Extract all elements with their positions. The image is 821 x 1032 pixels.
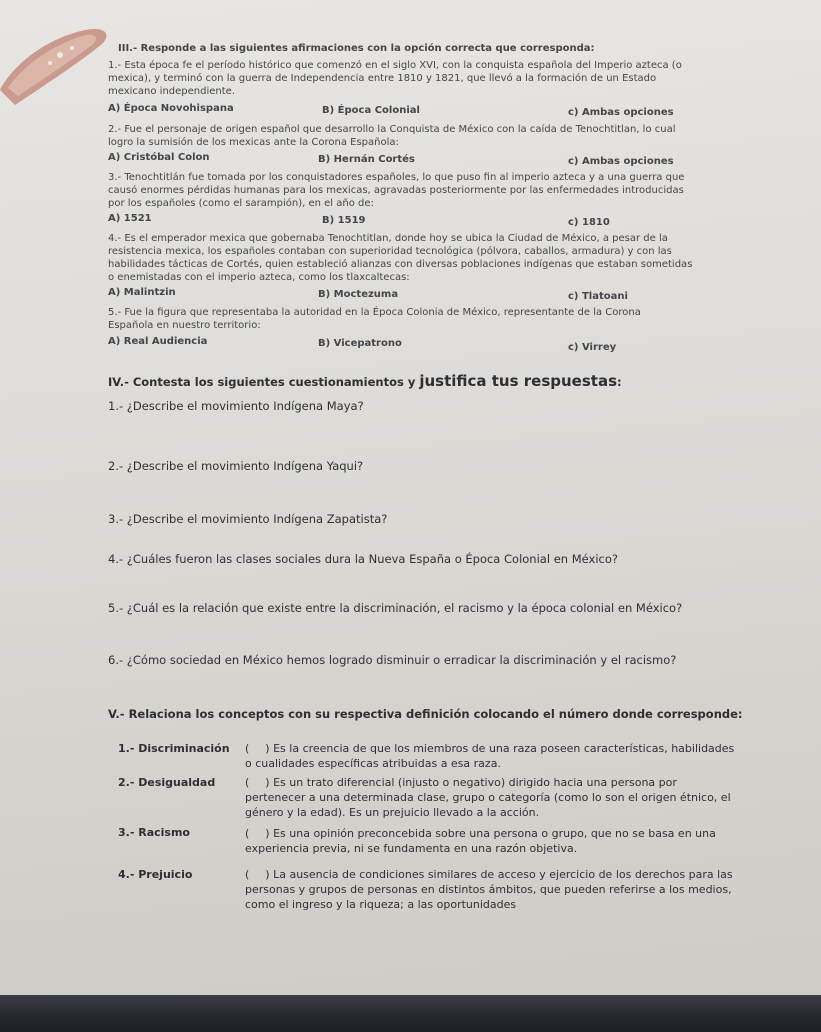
background-surface	[0, 995, 821, 1032]
q4-option-c: c) Tlatoani	[568, 291, 628, 302]
term-2: 2.- Desigualdad	[118, 776, 216, 789]
q2-line1: 2.- Fue el personaje de origen español que desarrollo la Conquista de México con la caída de Tenochtitlan, lo cual	[108, 124, 676, 135]
term-4: 4.- Prejuicio	[118, 868, 193, 881]
q5-option-b: B) Vicepatrono	[318, 338, 402, 349]
section5-header: V.- Relaciona los conceptos con su respectiva definición colocando el número donde corresponde:	[108, 707, 743, 721]
q5-line2: Española en nuestro territorio:	[108, 320, 261, 331]
q1-option-c: c) Ambas opciones	[568, 107, 674, 118]
fingernail-image	[0, 0, 120, 120]
q5-line1: 5.- Fue la figura que representaba la autoridad en la Época Colonia de México, representante de la Corona	[108, 307, 641, 318]
answer-blank-1[interactable]: ( )	[245, 742, 270, 755]
q4-line2: resistencia mexica, los españoles contaban con superioridad tecnológica (pólvora, caballos, armadura) y con las	[108, 246, 672, 257]
q3-option-a: A) 1521	[108, 213, 152, 224]
section4-header-main: IV.- Contesta los siguientes cuestionamientos y	[108, 375, 420, 389]
q2-option-b: B) Hernán Cortés	[318, 154, 415, 165]
section4-question-6: 6.- ¿Cómo sociedad en México hemos logrado disminuir o erradicar la discriminación y el racismo?	[108, 653, 677, 667]
q4-line3: habilidades tácticas de Cortés, quien estableció alianzas con diversas poblaciones indígenas que estaban sometidas	[108, 259, 693, 270]
q4-option-b: B) Moctezuma	[318, 289, 399, 300]
q3-line3: por los españoles (como el sarampión), en el año de:	[108, 198, 374, 209]
q2-option-a: A) Cristóbal Colon	[108, 152, 210, 163]
section4-question-2: 2.- ¿Describe el movimiento Indígena Yaqui?	[108, 459, 364, 473]
definition-2: ( ) Es un trato diferencial (injusto o negativo) dirigido hacia una persona por pertenecer a una determinada clase, grupo o categoría (como lo son el origen étnico, el género y la edad). Es un prejuicio llevado a la acción.	[245, 776, 731, 819]
q3-option-c: c) 1810	[568, 217, 610, 228]
section4-question-4: 4.- ¿Cuáles fueron las clases sociales dura la Nueva España o Época Colonial en México?	[108, 552, 618, 566]
answer-blank-2[interactable]: ( )	[245, 776, 270, 789]
q5-option-a: A) Real Audiencia	[108, 336, 208, 347]
section4-question-3: 3.- ¿Describe el movimiento Indígena Zapatista?	[108, 512, 388, 526]
q4-option-a: A) Malintzin	[108, 287, 176, 298]
term-1: 1.- Discriminación	[118, 742, 230, 755]
q3-option-b: B) 1519	[322, 215, 366, 226]
q2-option-c: c) Ambas opciones	[568, 156, 674, 167]
q4-line4: o enemistadas con el imperio azteca, como los tlaxcaltecas:	[108, 272, 410, 283]
q1-option-b: B) Época Colonial	[322, 105, 420, 116]
answer-blank-3[interactable]: ( )	[245, 827, 270, 840]
section4-question-5: 5.- ¿Cuál es la relación que existe entre la discriminación, el racismo y la época colonial en México?	[108, 601, 683, 615]
q3-line2: causó enormes pérdidas humanas para los mexicas, agravadas posteriormente por las enfermedades introducidas	[108, 185, 684, 196]
q5-option-c: c) Virrey	[568, 342, 617, 353]
section4-header-emph: justifica tus respuestas	[419, 372, 617, 390]
term-3: 3.- Racismo	[118, 826, 190, 839]
q1-option-a: A) Época Novohispana	[108, 103, 234, 114]
definition-4: ( ) La ausencia de condiciones similares de acceso y ejercicio de los derechos para las personas y grupos de personas en distintos ámbitos, que pueden referirse a los medios, como el ingreso y la riqueza; a las oportunidades	[245, 868, 733, 911]
section4-header	[108, 372, 622, 390]
section4-question-1: 1.- ¿Describe el movimiento Indígena Maya?	[108, 399, 364, 413]
q1-line2: mexica), y terminó con la guerra de Independencia entre 1810 y 1821, que llevó a la formación de un Estado	[108, 73, 657, 84]
q1-line3: mexicano independiente.	[108, 86, 235, 97]
definition-3: ( ) Es una opinión preconcebida sobre una persona o grupo, que no se basa en una experiencia previa, ni se fundamenta en una razón objetiva.	[245, 827, 716, 855]
definition-1: ( ) Es la creencia de que los miembros de una raza poseen características, habilidades o cualidades específicas atribuidas a esa raza.	[245, 742, 735, 770]
q3-line1: 3.- Tenochtitlán fue tomada por los conquistadores españoles, lo que puso fin al imperio azteca y a una guerra que	[108, 172, 685, 183]
q1-line1: 1.- Esta época fe el período histórico que comenzó en el siglo XVI, con la conquista española del Imperio azteca (o	[108, 60, 682, 71]
section4-header-end: :	[617, 375, 622, 389]
q4-line1: 4.- Es el emperador mexica que gobernaba Tenochtitlan, donde hoy se ubica la Ciudad de México, a pesar de la	[108, 233, 668, 244]
q2-line2: logro la sumisión de los mexicas ante la Corona Española:	[108, 137, 399, 148]
section3-header: III.- Responde a las siguientes afirmaciones con la opción correcta que corresponda:	[118, 43, 595, 54]
answer-blank-4[interactable]: ( )	[245, 868, 270, 881]
